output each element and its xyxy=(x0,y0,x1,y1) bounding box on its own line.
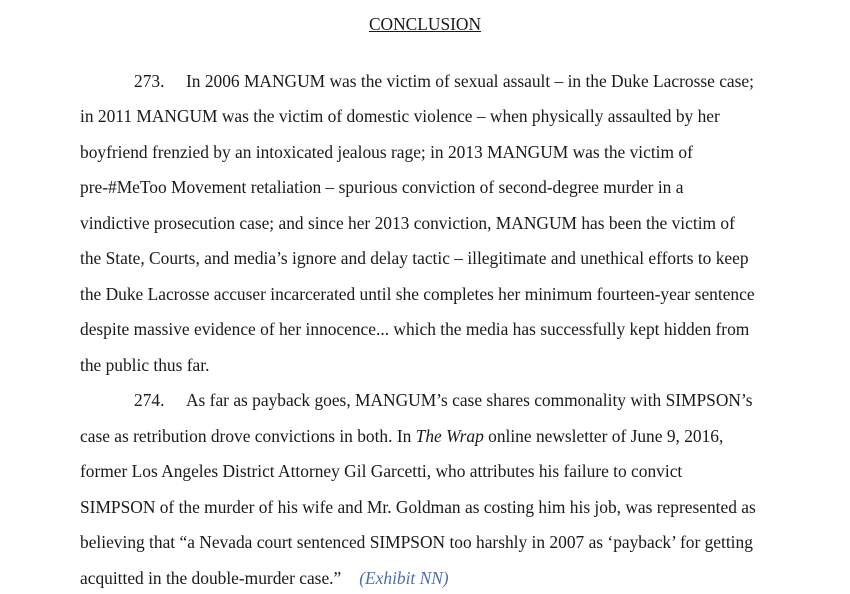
paragraph-273-line-8: despite massive evidence of her innocence... which the media has successfully kept hidden from xyxy=(80,319,750,339)
paragraph-274-line-1: 274. As far as payback goes, MANGUM’s case shares commonality with SIMPSON’s xyxy=(134,390,753,410)
paragraph-273-line-4: pre-#MeToo Movement retaliation – spurious conviction of second-degree murder in a xyxy=(80,177,684,197)
exhibit-reference-link[interactable]: (Exhibit NN) xyxy=(359,568,449,588)
section-heading: CONCLUSION xyxy=(368,14,482,34)
paragraph-274-line-5: believing that “a Nevada court sentenced SIMPSON too harshly in 2007 as ‘payback’ for getting xyxy=(80,532,753,552)
publication-title: The Wrap xyxy=(415,426,484,446)
paragraph-273-line-3: boyfriend frenzied by an intoxicated jealous rage; in 2013 MANGUM was the victim of xyxy=(80,142,693,162)
paragraph-274-line-6: acquitted in the double-murder case.” (Exhibit NN) xyxy=(80,568,449,588)
paragraph-274-line-3: former Los Angeles District Attorney Gil Garcetti, who attributes his failure to convict xyxy=(80,461,683,481)
paragraph-274-line-4: SIMPSON of the murder of his wife and Mr. Goldman as costing him his job, was represented as xyxy=(80,497,756,517)
paragraph-274-line-2: case as retribution drove convictions in both. In The Wrap online newsletter of June 9, 2016, xyxy=(80,426,724,446)
paragraph-number: 274. xyxy=(134,390,165,410)
paragraph-273-line-1: 273. In 2006 MANGUM was the victim of sexual assault – in the Duke Lacrosse case; xyxy=(134,71,754,91)
paragraph-273-line-5: vindictive prosecution case; and since her 2013 conviction, MANGUM has been the victim of xyxy=(80,213,735,233)
paragraph-273-line-9: the public thus far. xyxy=(80,355,210,375)
paragraph-273-line-7: the Duke Lacrosse accuser incarcerated until she completes her minimum fourteen-year sentence xyxy=(80,284,755,304)
paragraph-273-line-6: the State, Courts, and media’s ignore and delay tactic – illegitimate and unethical efforts to keep xyxy=(80,248,749,268)
paragraph-number: 273. xyxy=(134,71,165,91)
paragraph-273-line-2: in 2011 MANGUM was the victim of domestic violence – when physically assaulted by her xyxy=(80,106,720,126)
